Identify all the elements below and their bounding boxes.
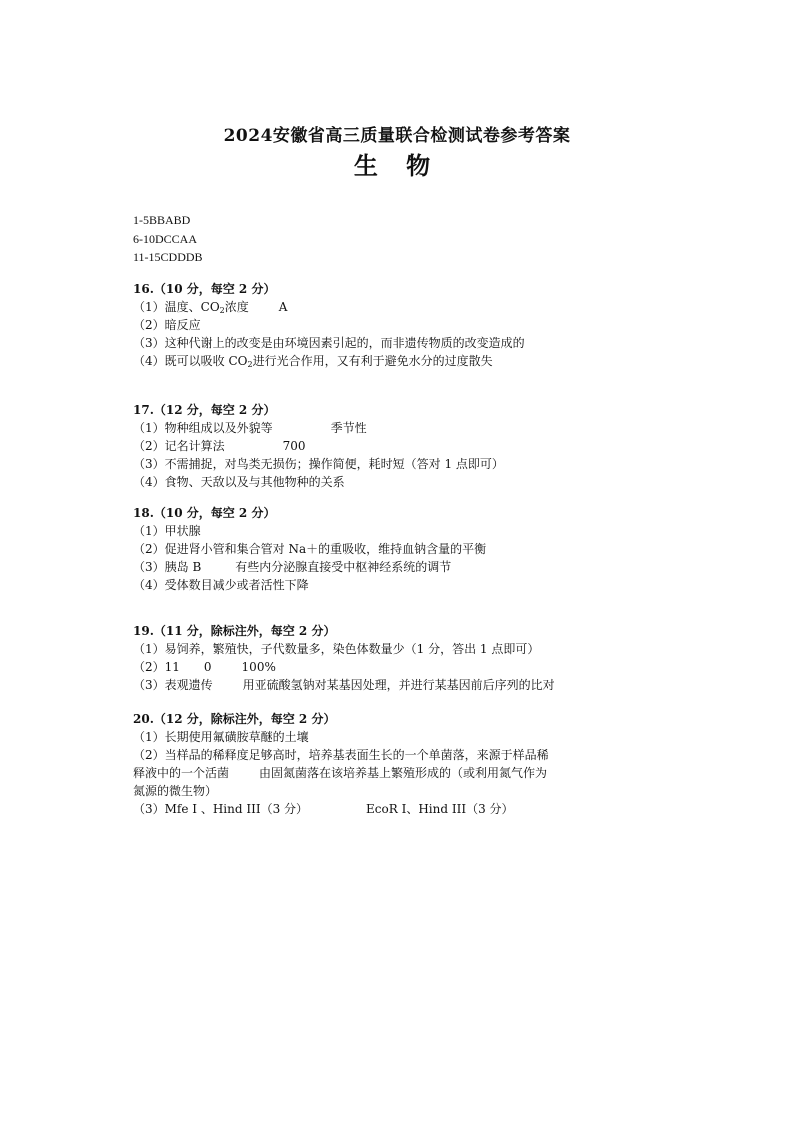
q18-a3-text: （3）胰岛 B xyxy=(133,560,202,574)
mc-answers-1-5: 1-5BBABD xyxy=(133,213,191,227)
question-17-header: 17.（12 分，每空 2 分） xyxy=(133,403,276,417)
q16-a1-text: （1）温度、CO xyxy=(133,300,220,314)
q19-a3-second-blank: 用亚硫酸氢钠对某基因处理，并进行某基因前后序列的比对 xyxy=(242,678,555,692)
q16-answer-1 xyxy=(133,298,613,316)
q18-answer-2: （2）促进肾小管和集合管对 Na＋的重吸收，维持血钠含量的平衡 xyxy=(133,542,487,556)
subject-title: 生 物 xyxy=(353,151,441,180)
q16-a1-subscript: 2 xyxy=(219,306,225,315)
question-16 xyxy=(133,280,613,370)
question-20 xyxy=(133,710,613,818)
q16-a1-suffix: 浓度 xyxy=(224,300,249,314)
q20-a2-part-1: 释液中的一个活菌 xyxy=(133,766,230,780)
q20-answer-2-line-3: 氮源的微生物） xyxy=(133,784,218,798)
q16-answer-4 xyxy=(133,352,613,370)
q17-answer-2 xyxy=(133,437,613,455)
q17-answer-1 xyxy=(133,419,613,437)
q17-a1-second-blank: 季节性 xyxy=(330,421,367,435)
q20-answer-1: （1）长期使用氟磺胺草醚的土壤 xyxy=(133,730,309,744)
multiple-choice-answers xyxy=(133,211,203,267)
mc-answers-6-10: 6-10DCCAA xyxy=(133,231,198,246)
q19-a2-text: （2）11 xyxy=(133,660,180,674)
q17-a2-text: （2）记名计算法 xyxy=(133,439,225,453)
q16-a4-subscript: 2 xyxy=(247,360,253,369)
question-16-header: 16.（10 分，每空 2 分） xyxy=(133,282,276,296)
q17-answer-3: （3）不需捕捉，对鸟类无损伤；操作简便，耗时短（答对 1 点即可） xyxy=(133,457,504,471)
q20-answer-2-line-1: （2）当样品的稀释度足够高时，培养基表面生长的一个单菌落，来源于样品稀 xyxy=(133,748,549,762)
q16-a4-suffix: 进行光合作用，又有利于避免水分的过度散失 xyxy=(252,354,493,368)
q16-answer-2: （2）暗反应 xyxy=(133,318,201,332)
q16-a1-second-blank: A xyxy=(278,300,288,314)
q18-answer-3 xyxy=(133,558,613,576)
q17-answer-4: （4）食物、天敌以及与其他物种的关系 xyxy=(133,475,345,489)
q19-answer-3 xyxy=(133,676,613,694)
q16-a4-text: （4）既可以吸收 CO xyxy=(133,354,248,368)
question-20-header: 20.（12 分，除标注外，每空 2 分） xyxy=(133,712,336,726)
question-19 xyxy=(133,622,613,694)
q20-a3-second-blank: EcoR I、Hind III（3 分） xyxy=(366,802,514,816)
q18-answer-4: （4）受体数目减少或者活性下降 xyxy=(133,578,309,592)
q17-a1-text: （1）物种组成以及外貌等 xyxy=(133,421,273,435)
q19-answer-1: （1）易饲养，繁殖快，子代数量多，染色体数量少（1 分，答出 1 点即可） xyxy=(133,642,540,656)
question-18-header: 18.（10 分，每空 2 分） xyxy=(133,506,276,520)
q16-answer-3: （3）这种代谢上的改变是由环境因素引起的，而非遗传物质的改变造成的 xyxy=(133,336,525,350)
mc-answers-11-15: 11-15CDDDB xyxy=(133,250,203,264)
q19-answer-2 xyxy=(133,658,613,676)
q20-a2-part-2: 由固氮菌落在该培养基上繁殖形成的（或利用氮气作为 xyxy=(259,766,548,780)
question-17 xyxy=(133,401,613,491)
q19-a2-second-blank: 0 xyxy=(203,660,212,674)
q18-answer-1: （1）甲状腺 xyxy=(133,524,201,538)
question-18 xyxy=(133,504,613,594)
q19-a2-third-blank: 100% xyxy=(241,660,276,674)
document-title: 2024安徽省高三质量联合检测试卷参考答案 xyxy=(223,126,571,146)
q20-a3-text: （3）Mfe I 、Hind III（3 分） xyxy=(133,802,309,816)
question-19-header: 19.（11 分，除标注外，每空 2 分） xyxy=(133,624,336,638)
q19-a3-text: （3）表观遗传 xyxy=(133,678,213,692)
q20-answer-3 xyxy=(133,800,613,818)
q18-a3-second-blank: 有些内分泌腺直接受中枢神经系统的调节 xyxy=(235,560,452,574)
q17-a2-second-blank: 700 xyxy=(282,439,306,453)
q20-answer-2-line-2 xyxy=(133,764,613,782)
